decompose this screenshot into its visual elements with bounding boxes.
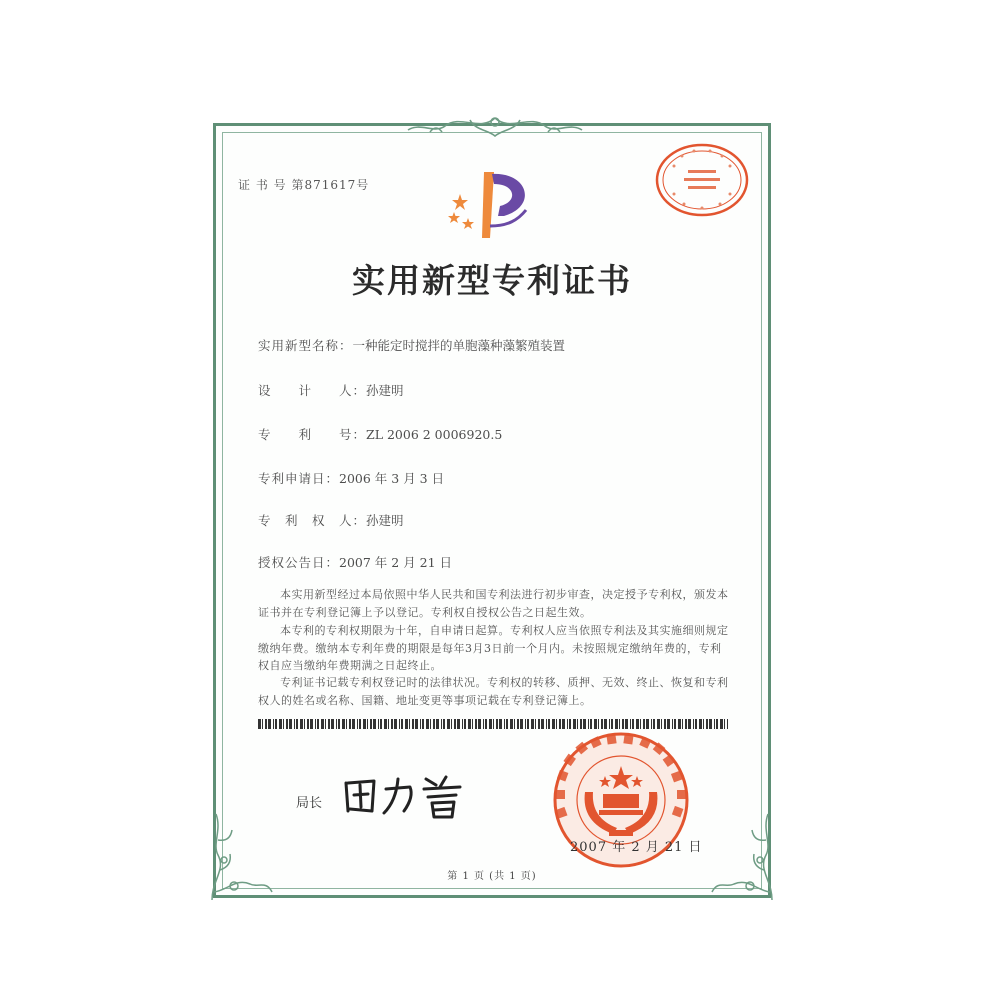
field-label: 专 利 号： [258, 427, 367, 442]
field-patent-number [258, 425, 502, 443]
barcode [258, 719, 728, 729]
field-value: 孙建明 [366, 513, 404, 528]
body-paragraph: 本专利的专利权期限为十年，自申请日起算。专利权人应当依照专利法及其实施细则规定缴纳年费。缴纳本专利年费的期限是每年3月3日前一个月内。未按照规定缴纳年费的，专利权自应当缴纳年费期满之日起终止。 [258, 624, 729, 672]
floral-ornament-icon [708, 800, 778, 904]
field-value: 一种能定时搅拌的单胞藻种藻繁殖装置 [352, 338, 566, 353]
field-value: 孙建明 [366, 383, 404, 398]
field-label: 专 利 权 人： [258, 513, 367, 528]
field-value: ZL 2006 2 0006920.5 [366, 427, 503, 442]
field-designer [258, 381, 404, 399]
director-signature [340, 767, 470, 823]
certificate-number [238, 176, 369, 193]
field-utility-model-name [258, 336, 565, 354]
body-paragraph: 本实用新型经过本局依照中华人民共和国专利法进行初步审查，决定授予专利权，颁发本证书并在专利登记簿上予以登记。专利权自授权公告之日起生效。 [258, 588, 729, 619]
director-label: 局长 [296, 796, 323, 811]
floral-ornament-icon [400, 112, 590, 142]
certificate-number-label: 证 书 号 [238, 178, 287, 192]
field-value: 2006 年 3 月 3 日 [339, 471, 445, 486]
field-label: 授权公告日： [258, 555, 340, 570]
field-grant-date [258, 553, 452, 571]
field-patentee [258, 511, 404, 529]
field-label: 专利申请日： [258, 471, 340, 486]
body-paragraph: 专利证书记载专利权登记时的法律状况。专利权的转移、质押、无效、终止、恢复和专利权人的姓名或名称、国籍、地址变更等事项记载在专利登记簿上。 [258, 676, 729, 707]
issue-date: 2007 年 2 月 21 日 [570, 840, 703, 855]
field-label: 实用新型名称： [258, 338, 353, 353]
field-label: 设 计 人： [258, 383, 367, 398]
agent-seal-icon [654, 142, 750, 218]
certificate-number-value: 第871617号 [291, 178, 370, 192]
field-value: 2007 年 2 月 21 日 [339, 555, 453, 570]
field-application-date [258, 469, 444, 487]
page-number: 第 1 页 (共 1 页) [447, 871, 537, 882]
sipo-logo-icon [438, 166, 548, 242]
page-title: 实用新型专利证书 [352, 261, 632, 300]
floral-ornament-icon [206, 800, 276, 904]
